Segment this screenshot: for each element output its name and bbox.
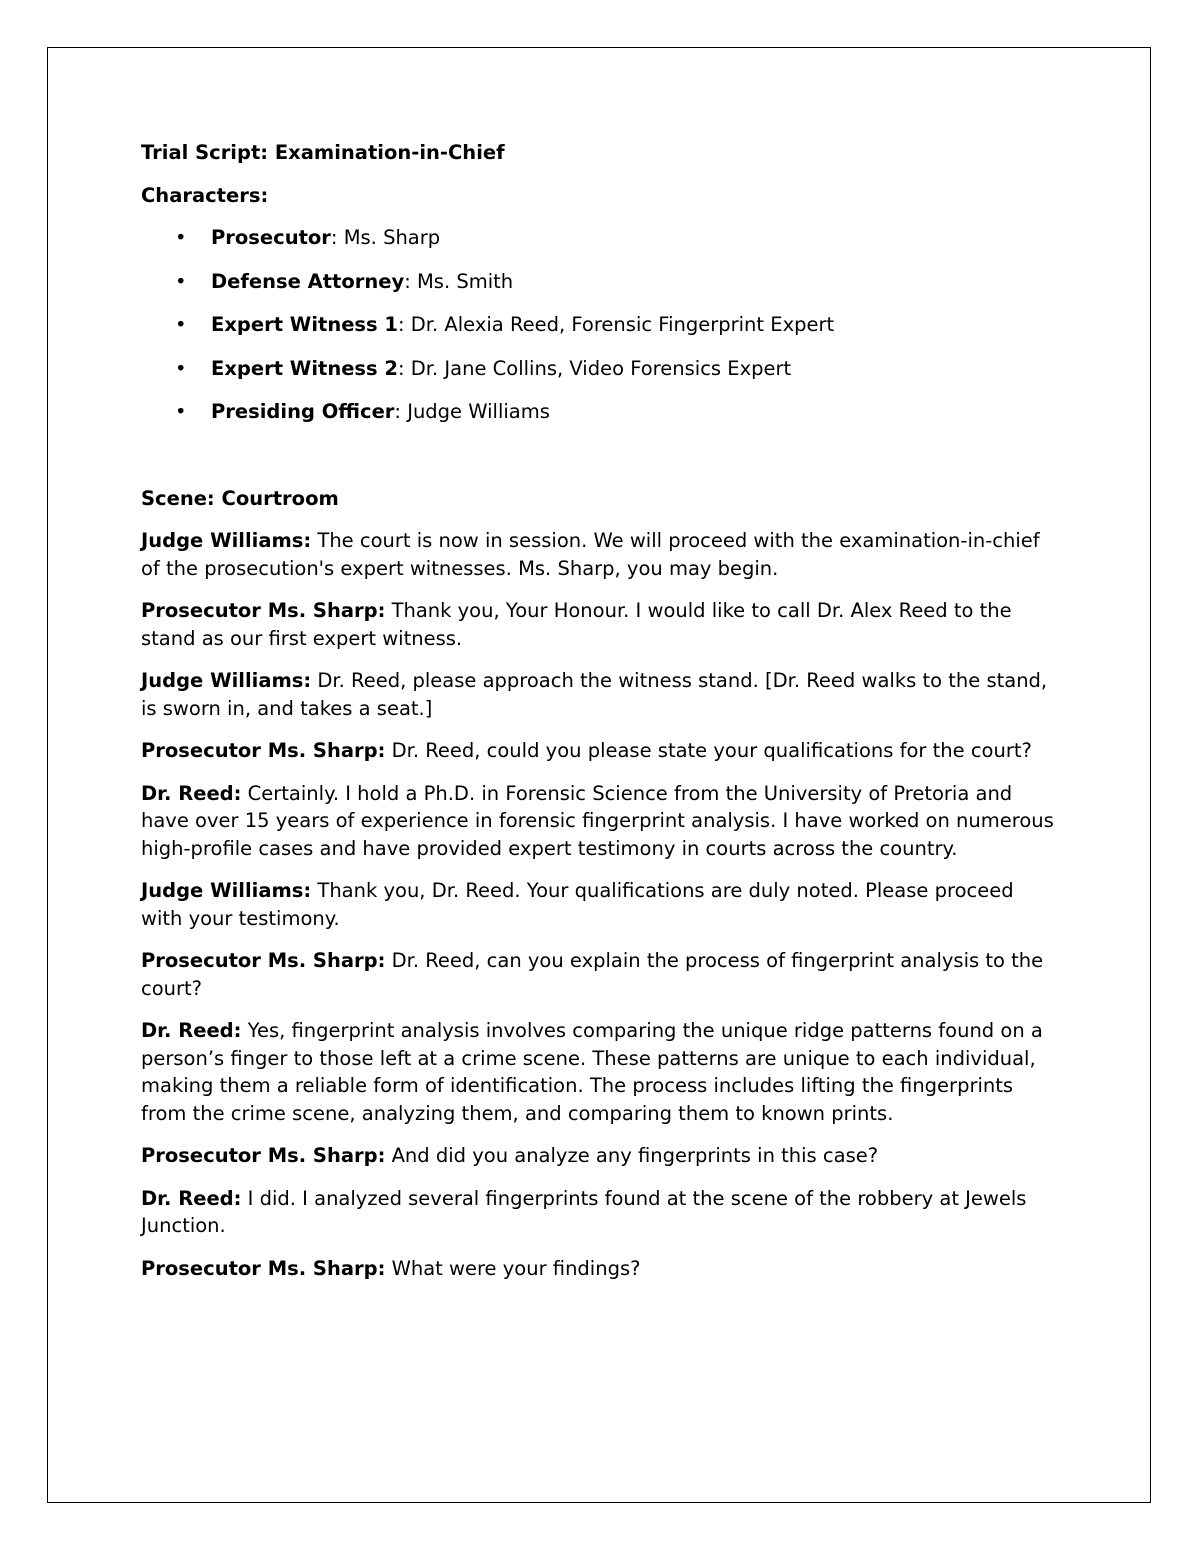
scene-heading: Scene: Courtroom	[141, 486, 339, 510]
speaker-name: Prosecutor Ms. Sharp:	[141, 1256, 386, 1280]
dialogue-line	[141, 1185, 1061, 1240]
document-title: Trial Script: Examination-in-Chief	[141, 141, 505, 164]
dialogue-text: Thank you, Dr. Reed. Your qualifications are duly noted. Please proceed with your testimony.	[141, 879, 1014, 930]
speaker-name: Judge Williams:	[141, 669, 312, 692]
speaker-name: Prosecutor Ms. Sharp:	[141, 949, 386, 972]
character-name: : Dr. Alexia Reed, Forensic Fingerprint Expert	[398, 313, 835, 336]
dialogue-line	[141, 1142, 1061, 1170]
dialogue-text: Thank you, Your Honour. I would like to call Dr. Alex Reed to the stand as our first expert witness.	[141, 599, 1012, 650]
dialogue-text: Dr. Reed, please approach the witness stand. [Dr. Reed walks to the stand, is sworn in, and takes a seat.]	[141, 669, 1048, 720]
speaker-name: Prosecutor Ms. Sharp:	[141, 599, 386, 622]
document-body	[141, 139, 1061, 1297]
dialogue-line	[141, 527, 1061, 582]
dialogue-text: Certainly. I hold a Ph.D. in Forensic Science from the University of Pretoria and have over 15 years of experience in forensic fingerprint analysis. I have worked on numerous high-profile cases and have provided expert testimony in courts across the country.	[141, 781, 1054, 860]
character-role: Expert Witness 2	[211, 356, 399, 380]
character-name: : Dr. Jane Collins, Video Forensics Expert	[398, 356, 792, 380]
characters-heading: Characters:	[141, 183, 269, 207]
dialogue-line	[141, 1255, 1061, 1283]
character-item	[141, 398, 1061, 426]
bullet-icon: •	[175, 226, 187, 249]
speaker-name: Dr. Reed:	[141, 1186, 242, 1210]
character-role: Prosecutor	[211, 226, 331, 249]
dialogue-text: The court is now in session. We will proceed with the examination-in-chief of the prosecution's expert witnesses. Ms. Sharp, you may begin.	[141, 529, 1040, 580]
speaker-name: Judge Williams:	[141, 879, 312, 902]
dialogue-line	[141, 877, 1061, 932]
dialogue-text: I did. I analyzed several fingerprints found at the scene of the robbery at Jewels Junction.	[141, 1186, 1027, 1237]
character-item	[141, 311, 1061, 339]
dialogue-text: What were your findings?	[385, 1256, 641, 1280]
character-role: Expert Witness 1	[211, 313, 399, 336]
dialogue-text: Yes, fingerprint analysis involves comparing the unique ridge patterns found on a person’s finger to those left at a crime scene. These patterns are unique to each individual, making them a reliable form of identification. The process includes lifting the fingerprints from the crime scene, analyzing them, and comparing them to known prints.	[141, 1019, 1043, 1125]
speaker-name: Judge Williams:	[141, 529, 312, 552]
character-role: Defense Attorney	[211, 269, 405, 293]
speaker-name: Dr. Reed:	[141, 781, 242, 805]
bullet-icon: •	[175, 400, 187, 423]
character-name: : Ms. Smith	[404, 269, 514, 293]
bullet-icon: •	[175, 356, 187, 380]
speaker-name: Prosecutor Ms. Sharp:	[141, 1144, 386, 1167]
character-name: : Ms. Sharp	[330, 226, 441, 249]
bullet-icon: •	[175, 313, 187, 336]
dialogue-text: And did you analyze any fingerprints in this case?	[385, 1144, 879, 1167]
character-name: : Judge Williams	[394, 400, 550, 423]
dialogue-text: Dr. Reed, can you explain the process of fingerprint analysis to the court?	[141, 949, 1044, 1000]
character-item	[141, 355, 1061, 383]
characters-list	[141, 224, 1061, 426]
dialogue-line	[141, 667, 1061, 722]
bullet-icon: •	[175, 269, 187, 293]
dialogue-line	[141, 947, 1061, 1002]
dialogue-line	[141, 737, 1061, 765]
speaker-name: Dr. Reed:	[141, 1019, 242, 1042]
character-role: Presiding Officer	[211, 400, 395, 423]
dialogue-line	[141, 597, 1061, 652]
speaker-name: Prosecutor Ms. Sharp:	[141, 739, 386, 762]
dialogue-line	[141, 1017, 1061, 1127]
character-item	[141, 224, 1061, 252]
dialogue-text: Dr. Reed, could you please state your qualifications for the court?	[385, 739, 1032, 762]
dialogue-line	[141, 780, 1061, 863]
character-item	[141, 268, 1061, 296]
